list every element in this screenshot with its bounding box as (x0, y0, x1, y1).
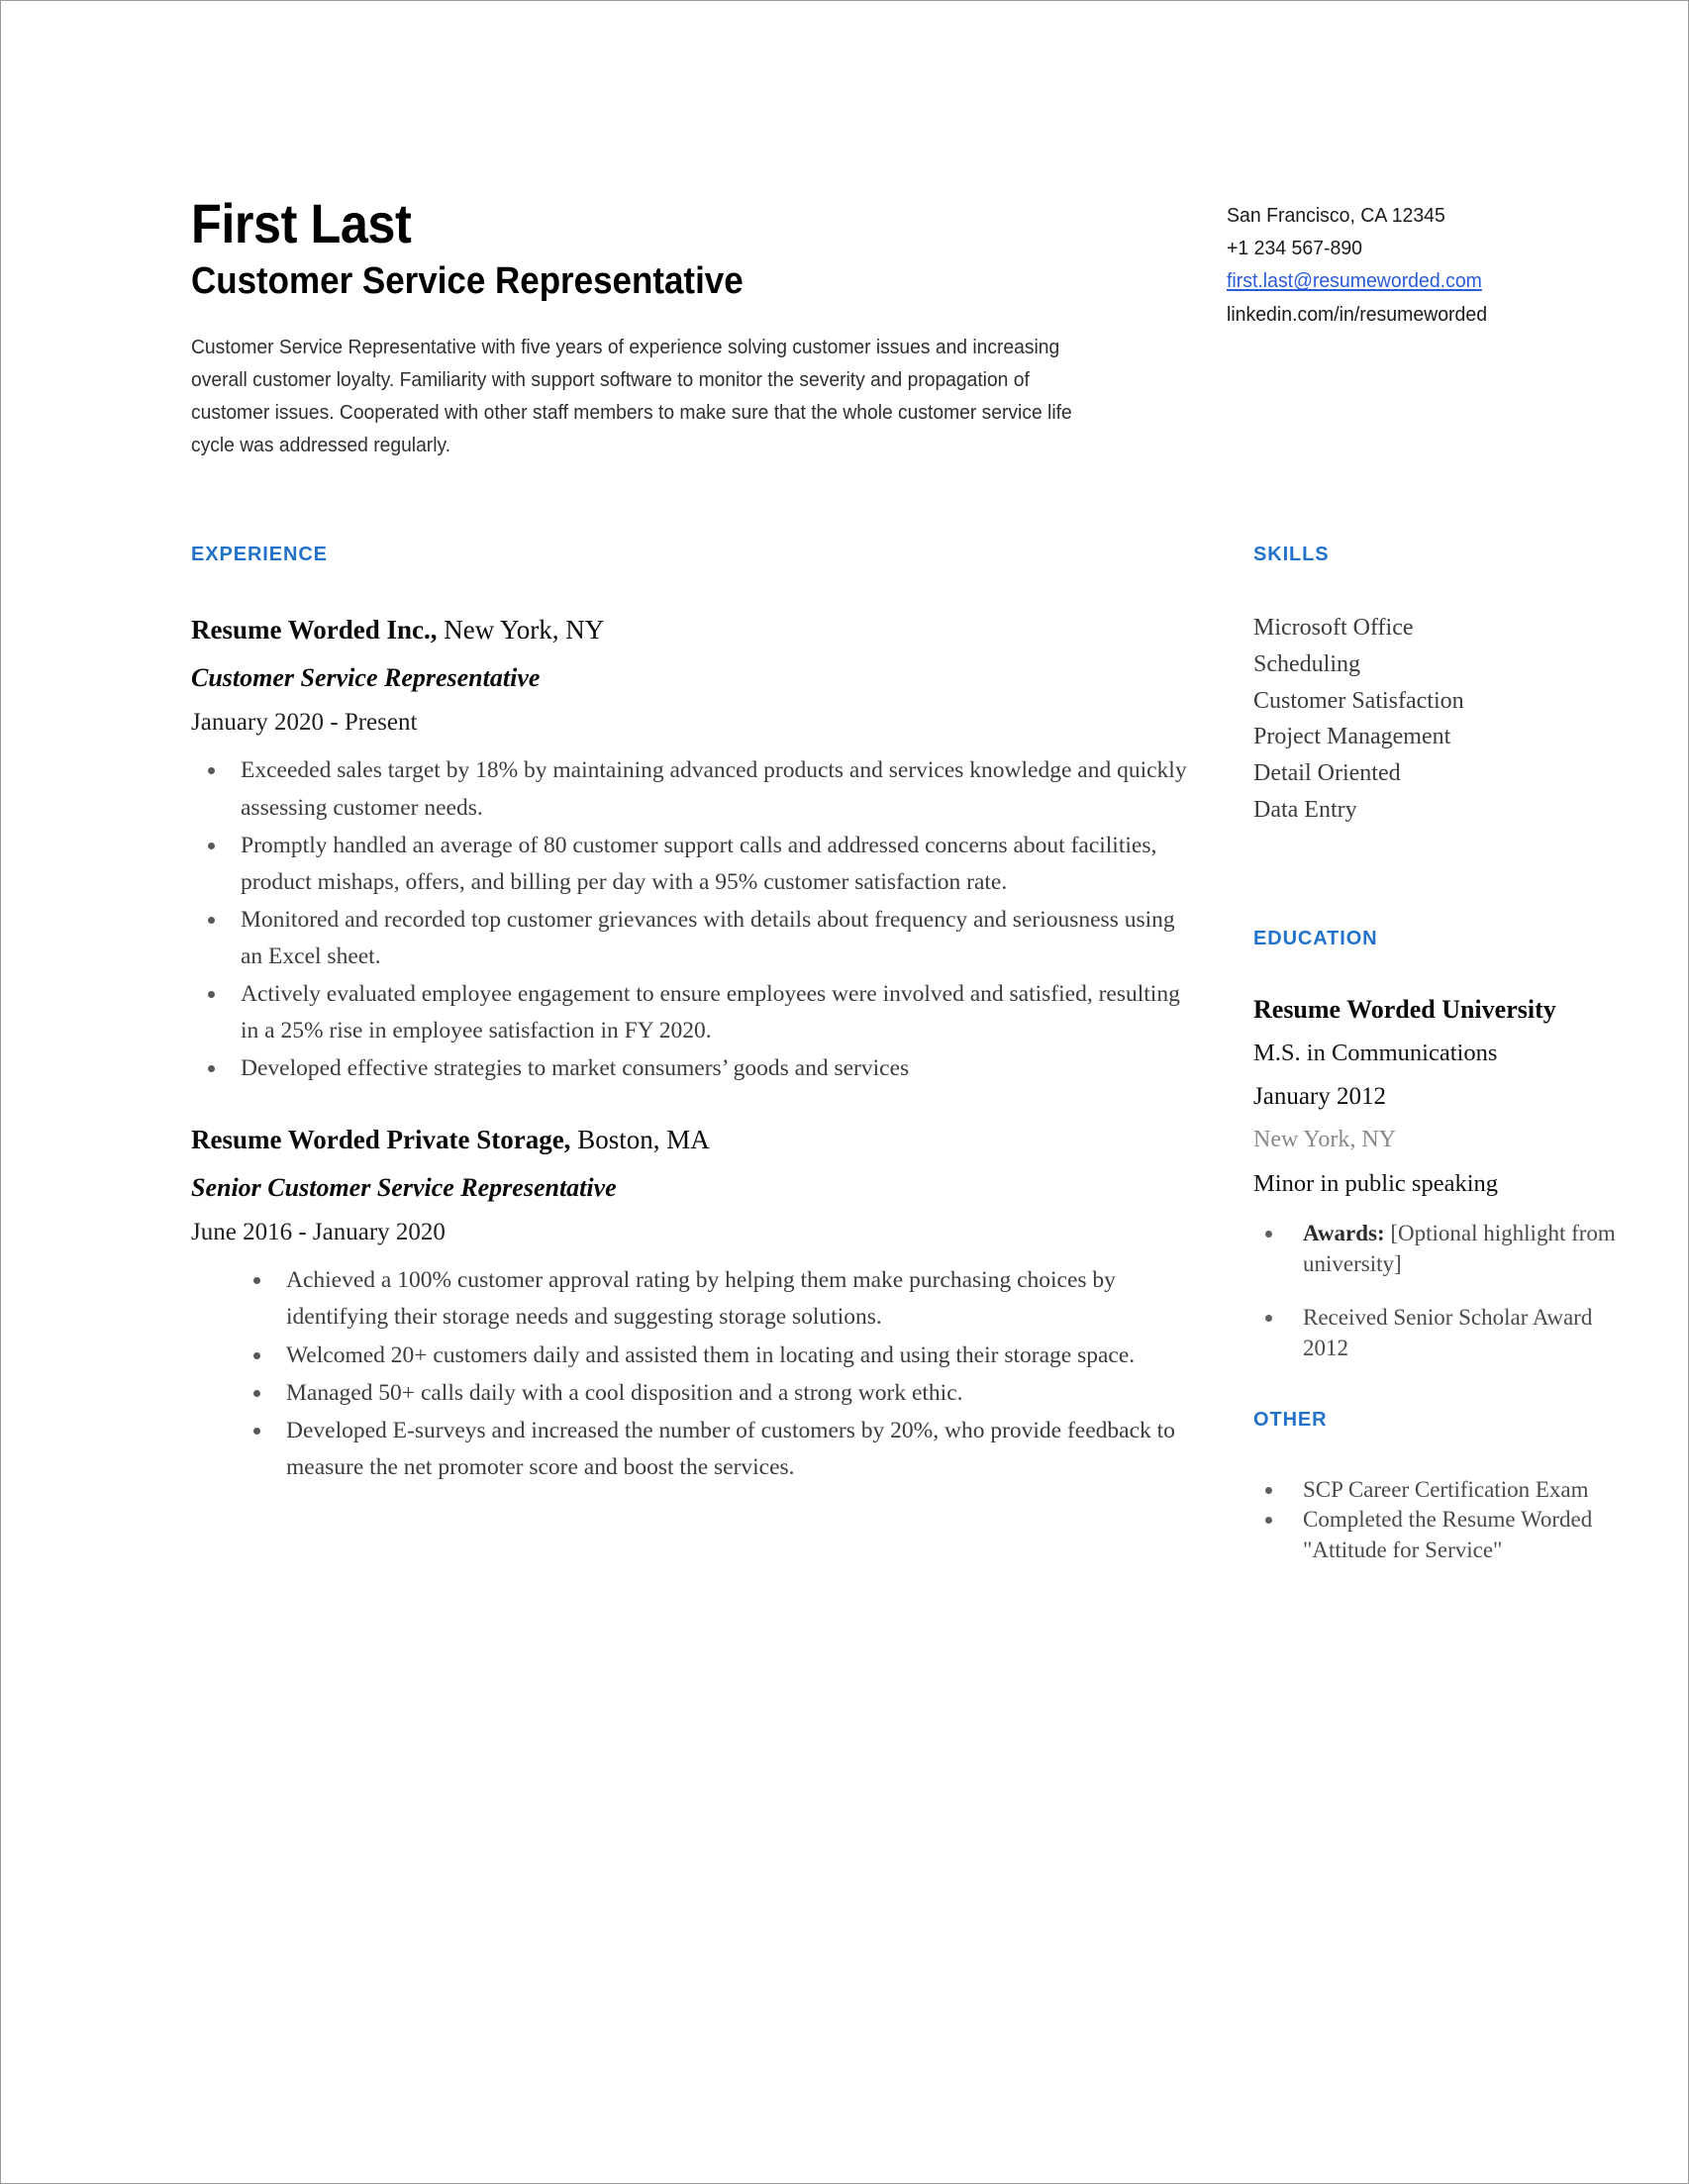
experience-bullet-list (191, 752, 1191, 1087)
resume-body (191, 544, 1623, 1565)
experience-bullet: Achieved a 100% customer approval rating by helping them make purchasing choices by identifying their storage needs and suggesting storage solutions. (191, 1262, 1191, 1336)
education-bullet (1253, 1303, 1630, 1363)
education-degree: M.S. in Communications (1253, 1040, 1498, 1067)
education-school: Resume Worded University (1253, 995, 1556, 1025)
other-bullet-list (1253, 1475, 1630, 1565)
experience-company-line (191, 1124, 1191, 1157)
experience-bullet: Developed E-surveys and increased the number of customers by 20%, who provide feedback to measure the net promoter score and boost the services. (191, 1413, 1191, 1486)
skill-item: Scheduling (1253, 650, 1360, 677)
experience-bullet: Managed 50+ calls daily with a cool disposition and a strong work ethic. (191, 1375, 1191, 1412)
skill-item: Data Entry (1253, 797, 1357, 824)
education-minor: Minor in public speaking (1253, 1169, 1499, 1197)
skill-item: Detail Oriented (1253, 760, 1401, 787)
section-title-experience: EXPERIENCE (191, 543, 328, 565)
experience-company-location: Boston, MA (570, 1124, 710, 1154)
experience-bullet: Welcomed 20+ customers daily and assisted them in locating and using their storage space. (191, 1338, 1191, 1374)
experience-bullet: Developed effective strategies to market consumers’ goods and services (191, 1050, 1191, 1087)
experience-job-title: Customer Service Representative (191, 663, 541, 693)
education-date: January 2012 (1253, 1082, 1386, 1110)
professional-summary: Customer Service Representative with five years of experience solving customer issues and increasing overall customer loyalty. Familiarity with support software to monitor the severity and propagation of customer issues. Cooperated with other staff members to make sure that the whole customer service life cycle was addressed regularly. (191, 335, 1072, 457)
experience-bullet-list (191, 1262, 1191, 1486)
other-bullet: SCP Career Certification Exam (1253, 1475, 1630, 1505)
right-column (1253, 544, 1630, 1565)
contact-block (1227, 195, 1603, 331)
education-bullet-label: Awards: (1303, 1221, 1385, 1246)
section-title-other: OTHER (1253, 1408, 1328, 1431)
education-bullet-list (1253, 1219, 1630, 1362)
headline-job-title: Customer Service Representative (191, 260, 744, 303)
experience-job-title: Senior Customer Service Representative (191, 1173, 617, 1203)
experience-list (191, 614, 1191, 1486)
contact-linkedin: linkedin.com/in/resumeworded (1227, 302, 1488, 326)
experience-entry (191, 614, 1191, 1088)
experience-dates: June 2016 - January 2020 (191, 1218, 446, 1245)
section-title-education: EDUCATION (1253, 928, 1378, 950)
experience-bullet: Promptly handled an average of 80 customer support calls and addressed concerns about facilities, product mishaps, offers, and billing per day with a 95% customer satisfaction rate. (191, 828, 1191, 901)
header-identity-block (191, 192, 1082, 319)
contact-phone: +1 234 567-890 (1227, 237, 1362, 260)
section-title-skills: SKILLS (1253, 543, 1330, 565)
experience-bullet: Actively evaluated employee engagement to ensure employees were involved and satisfied, resulting in a 25% rise in employee satisfaction in FY 2020. (191, 976, 1191, 1049)
education-bullet (1253, 1219, 1630, 1279)
experience-bullet: Monitored and recorded top customer grievances with details about frequency and seriousness using an Excel sheet. (191, 902, 1191, 975)
education-location: New York, NY (1253, 1127, 1397, 1153)
education-bullet-text: [Optional highlight from university] (1303, 1221, 1616, 1276)
experience-dates: January 2020 - Present (191, 708, 418, 736)
other-bullet: Completed the Resume Worded "Attitude for Service" (1253, 1505, 1630, 1565)
experience-company-line (191, 614, 1191, 647)
skill-item: Customer Satisfaction (1253, 687, 1464, 714)
contact-location: San Francisco, CA 12345 (1227, 204, 1445, 227)
experience-company-name: Resume Worded Private Storage, (191, 1124, 571, 1154)
experience-entry (191, 1124, 1191, 1487)
contact-email-link[interactable]: first.last@resumeworded.com (1227, 269, 1482, 293)
education-bullet-text: Received Senior Scholar Award 2012 (1303, 1305, 1593, 1360)
resume-sheet (191, 192, 1623, 1565)
resume-header (191, 192, 1623, 331)
skills-list (1253, 610, 1630, 830)
experience-company-name: Resume Worded Inc., (191, 614, 438, 645)
skill-item: Microsoft Office (1253, 614, 1414, 641)
education-section (1253, 928, 1630, 1363)
other-section (1253, 1409, 1630, 1565)
left-column (191, 544, 1191, 1522)
skill-item: Project Management (1253, 724, 1451, 750)
page-title: First Last (191, 192, 412, 254)
experience-bullet: Exceeded sales target by 18% by maintaining advanced products and services knowledge and quickly assessing customer needs. (191, 752, 1191, 826)
experience-company-location: New York, NY (437, 614, 605, 645)
